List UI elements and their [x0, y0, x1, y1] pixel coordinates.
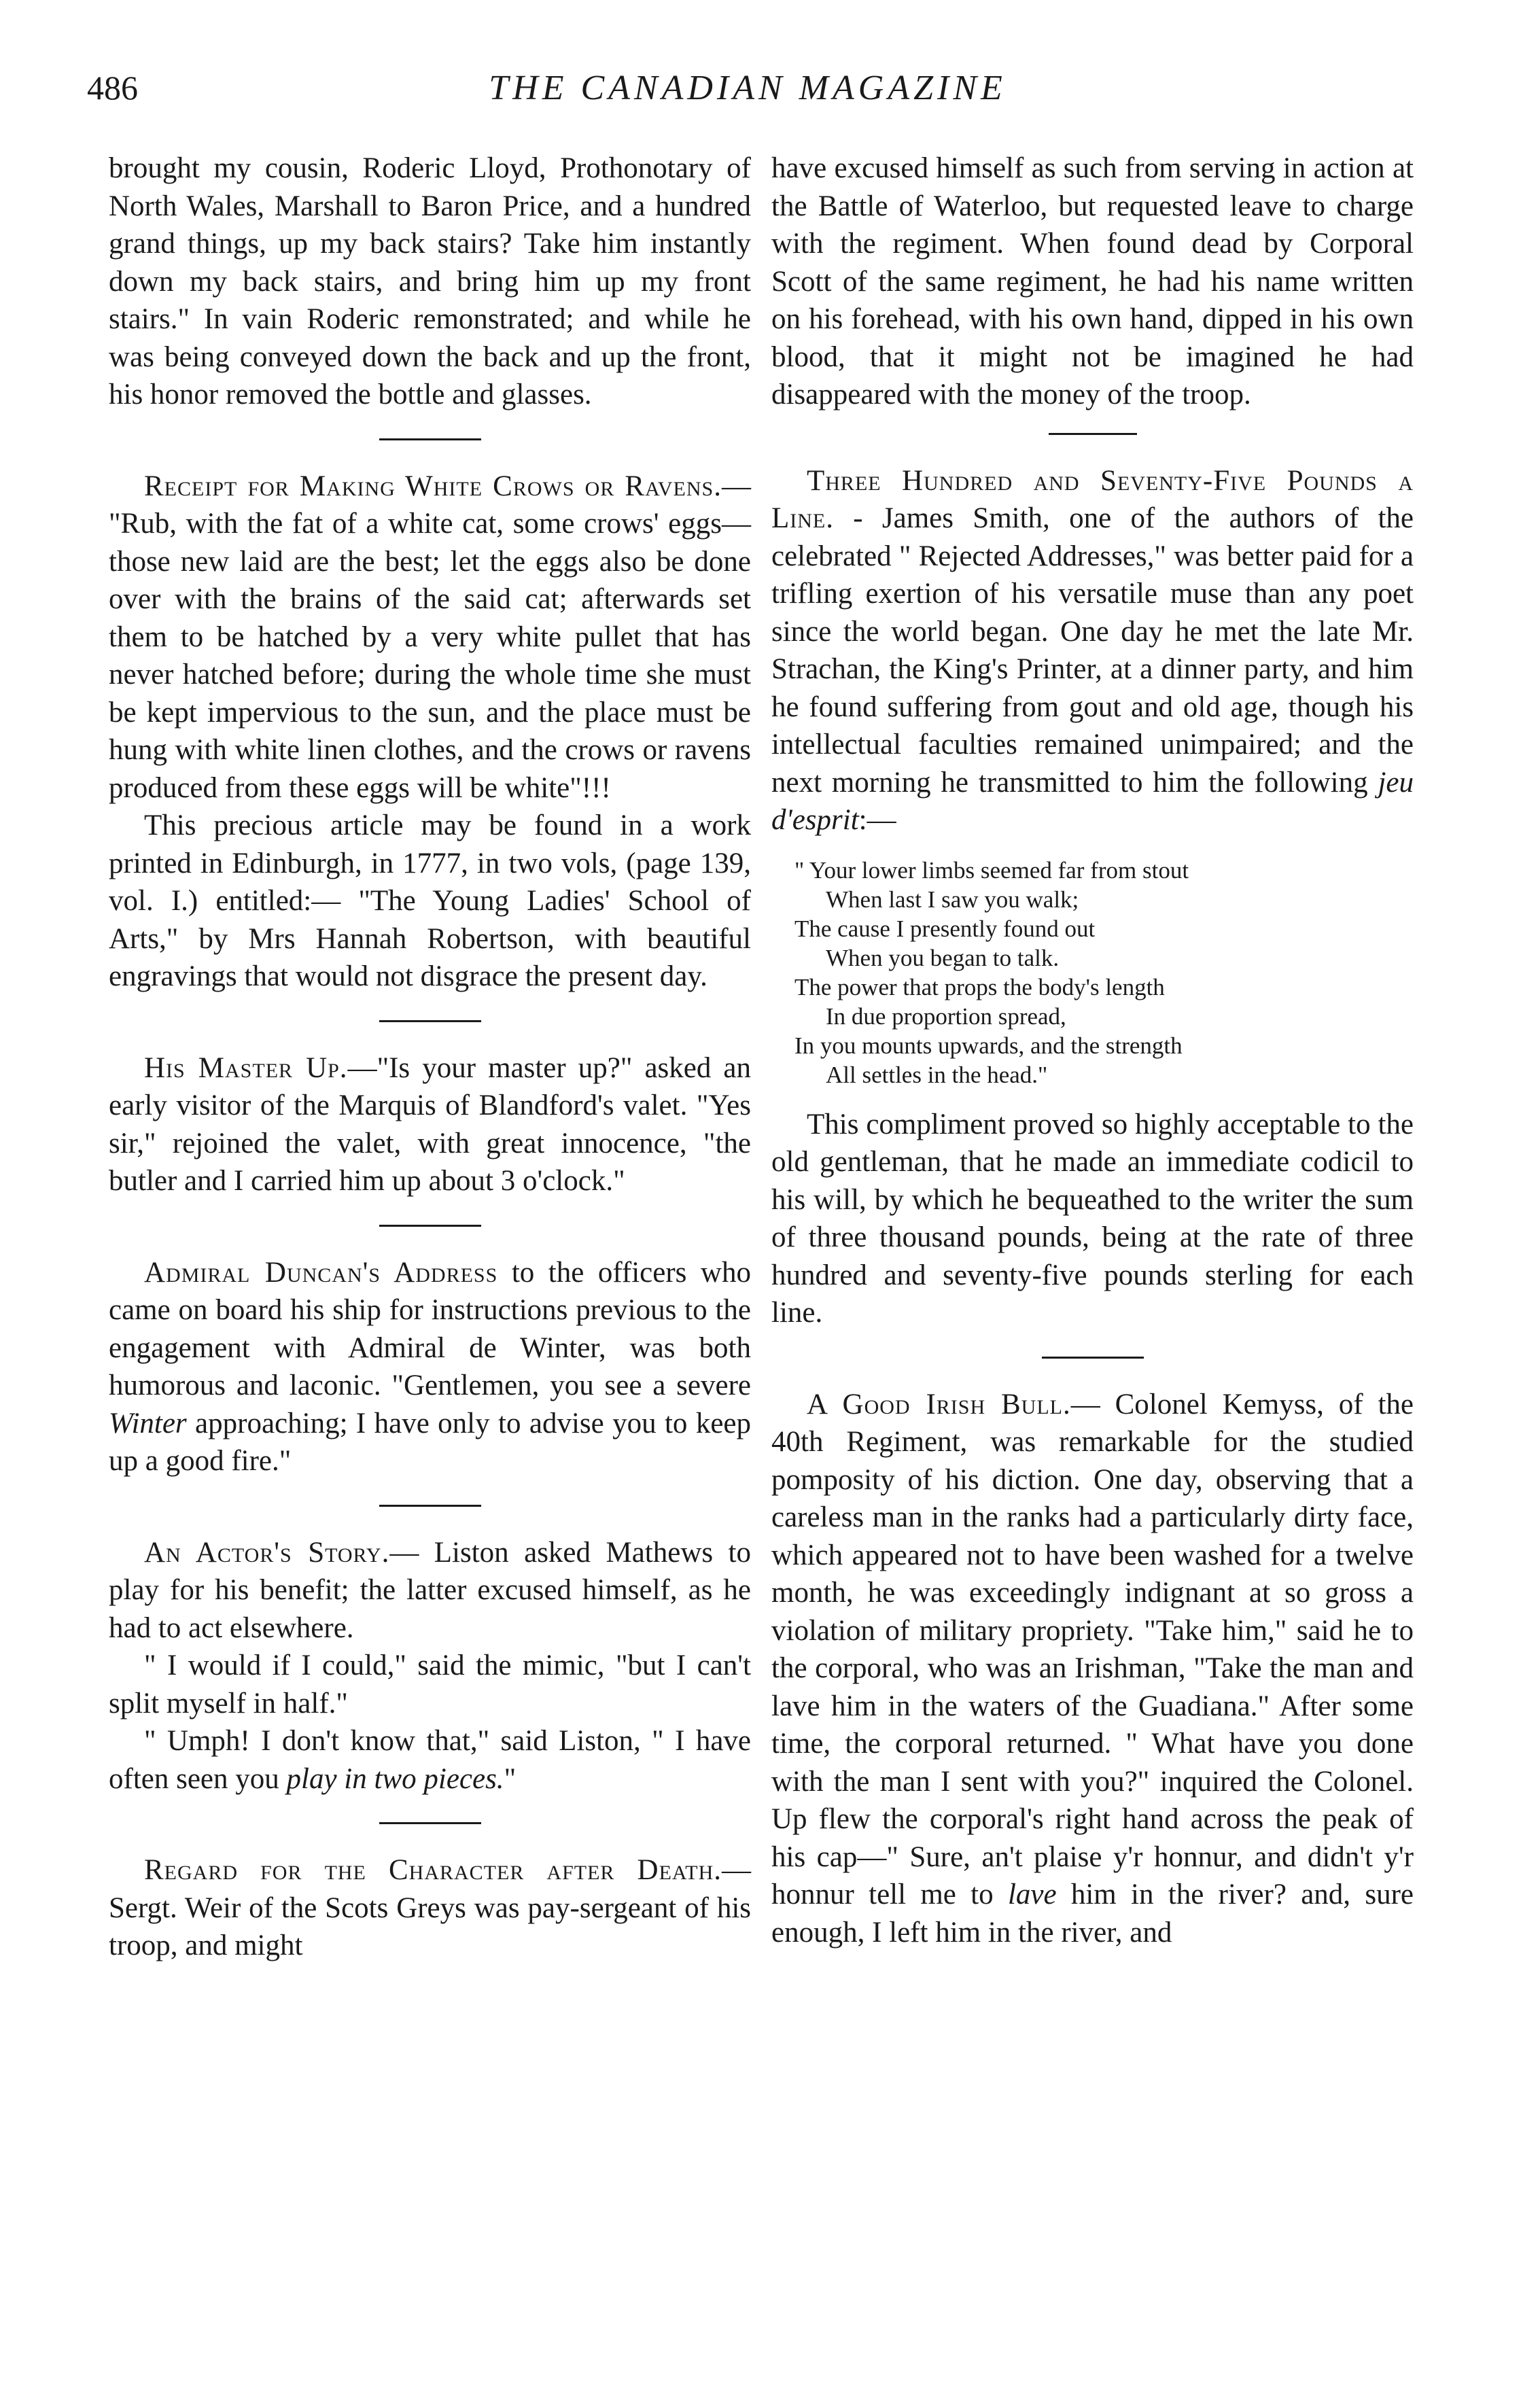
section-divider: [379, 438, 481, 440]
poem-line: " Your lower limbs seemed far from stout: [794, 856, 1189, 884]
article-heading: Regard for the Character after Death.: [144, 1854, 722, 1886]
article-heading: Admiral Duncan's Address: [144, 1256, 498, 1289]
article-paragraph: [109, 1722, 751, 1798]
left-column: [109, 150, 751, 1965]
article-body: " Umph! I don't know that," said Liston, " I have often seen you: [109, 1725, 751, 1795]
running-title: THE CANADIAN MAGAZINE: [489, 69, 1007, 107]
right-column: [771, 150, 1414, 1951]
article-heading: His Master Up.: [144, 1051, 348, 1084]
continued-paragraph: brought my cousin, Roderic Lloyd, Prothonotary of North Wales, Marshall to Baron Price, and a hundred grand things, up my back stairs? Take him instantly down my back stairs, and bring him up my front stairs." In vain Roderic remonstrated; and while he was being conveyed down the back and up the front, his honor removed the bottle and glasses.: [109, 152, 751, 411]
poem-line: All settles in the head.": [826, 1061, 1048, 1088]
article-bull: [771, 1386, 1414, 1952]
continued-paragraph: have excused himself as such from serving in action at the Battle of Waterloo, but requested leave to charge with the regiment. When found dead by Corporal Scott of the same regiment, he had his name written on his forehead, with his own hand, dipped in his own blood, that it might not be imagined he had disappeared with the money of the troop.: [771, 152, 1414, 411]
article-emphasis: play in two pieces.: [286, 1762, 504, 1795]
article-pounds: [771, 462, 1414, 839]
article-body: — Colonel Kemyss, of the 40th Regiment, was remarkable for the studied pomposity of his diction. One day, observing that a careless man in the ranks had a particularly dirty face, which appeared not to have been washed for a twelve month, he was exceedingly indignant at so gross a violation of military propriety. "Take him," said he to the corporal, who was an Irishman, "Take the man and lave him in the waters of the Guadiana." After some time, the corporal returned. " What have you done with the man I sent with you?" inquired the Colonel. Up flew the corporal's right hand across the peak of his cap—" Sure, an't plaise y'r honnur, and didn't y'r honnur tell me to: [771, 1388, 1414, 1910]
article-admiral: [109, 1254, 751, 1480]
article-body: ": [504, 1762, 517, 1795]
article-receipt: [109, 468, 751, 807]
section-divider: [379, 1505, 481, 1507]
article-actor: [109, 1534, 751, 1647]
article-paragraph: This precious article may be found in a work printed in Edinburgh, in 1777, in two vols, (page 139, vol. I.) entitled:— "The Young Ladies' School of Arts," by Mrs Hannah Robertson, with beautiful engravings that would not disgrace the present day.: [109, 809, 751, 992]
article-body: approaching; I have only to advise you to keep up a good fire.": [109, 1407, 751, 1477]
poem-line: In you mounts upwards, and the strength: [794, 1032, 1183, 1059]
article-emphasis: lave: [1007, 1879, 1057, 1910]
page-number: 486: [87, 69, 138, 107]
section-divider: [379, 1225, 481, 1227]
article-emphasis: Winter: [109, 1407, 187, 1439]
section-divider: [1042, 1357, 1144, 1359]
article-body: him in the river? and, sure enough, I left him in the river, and: [771, 1879, 1414, 1949]
section-divider: [379, 1822, 481, 1824]
article-paragraph: " I would if I could," said the mimic, "but I can't split myself in half.": [109, 1650, 751, 1720]
article-heading: A Good Irish Bull.: [807, 1388, 1071, 1420]
article-body: — Sergt. Weir of the Scots Greys was pay-sergeant of his troop, and might: [109, 1854, 751, 1961]
poem-line: The cause I presently found out: [794, 915, 1096, 942]
article-heading: Receipt for Making White Crows or Ravens.: [144, 470, 722, 502]
article-body: - James Smith, one of the authors of the celebrated " Rejected Addresses," was better paid for a trifling exertion of his versatile muse than any poet since the world began. One day he met the late Mr. Strachan, the King's Printer, at a dinner party, and him he found suffering from gout and old age, though his intellectual faculties remained unimpaired; and the next morning he transmitted to him the following: [771, 502, 1414, 799]
poem-line: In due proportion spread,: [826, 1002, 1066, 1030]
article-body: to the officers who came on board his ship for instructions previous to the engagement with Admiral de Winter, was both humorous and laconic. "Gentlemen, you see a severe: [109, 1256, 751, 1401]
poem-line: When you began to talk.: [826, 944, 1060, 971]
article-regard: [109, 1851, 751, 1965]
article-heading: Three Hundred and Seventy-Five Pounds a Line.: [771, 464, 1414, 534]
article-emphasis: jeu d'esprit: [771, 766, 1414, 836]
article-body: — Liston asked Mathews to play for his benefit; the latter excused himself, as he had to act elsewhere.: [109, 1536, 751, 1644]
article-heading: An Actor's Story.: [144, 1536, 390, 1569]
article-body: — "Rub, with the fat of a white cat, some crows' eggs—those new laid are the best; let the eggs also be done over with the brains of the said cat; afterwards set them to be hatched by a very white pullet that has never hatched before; during the whole time she must be kept impervious to the sun, and the place must be hung with white linen clothes, and the crows or ravens produced from these eggs will be white"!!!: [109, 470, 751, 804]
section-divider: [1049, 433, 1137, 435]
article-body: —"Is your master up?" asked an early visitor of the Marquis of Blandford's valet. "Yes sir," rejoined the valet, with great innocence, "the butler and I carried him up about 3 o'clock.": [109, 1051, 751, 1197]
section-divider: [379, 1020, 481, 1022]
article-paragraph: This compliment proved so highly acceptable to the old gentleman, that he made an immediate codicil to his will, by which he bequeathed to the writer the sum of three thousand pounds, being at the rate of three hundred and seventy-five pounds sterling for each line.: [771, 1108, 1414, 1329]
page-header: [82, 68, 1414, 116]
poem-line: When last I saw you walk;: [826, 886, 1079, 913]
article-body: :—: [858, 804, 896, 836]
poem: [794, 856, 1414, 1089]
article-master: [109, 1049, 751, 1200]
poem-line: The power that props the body's length: [794, 973, 1165, 1000]
